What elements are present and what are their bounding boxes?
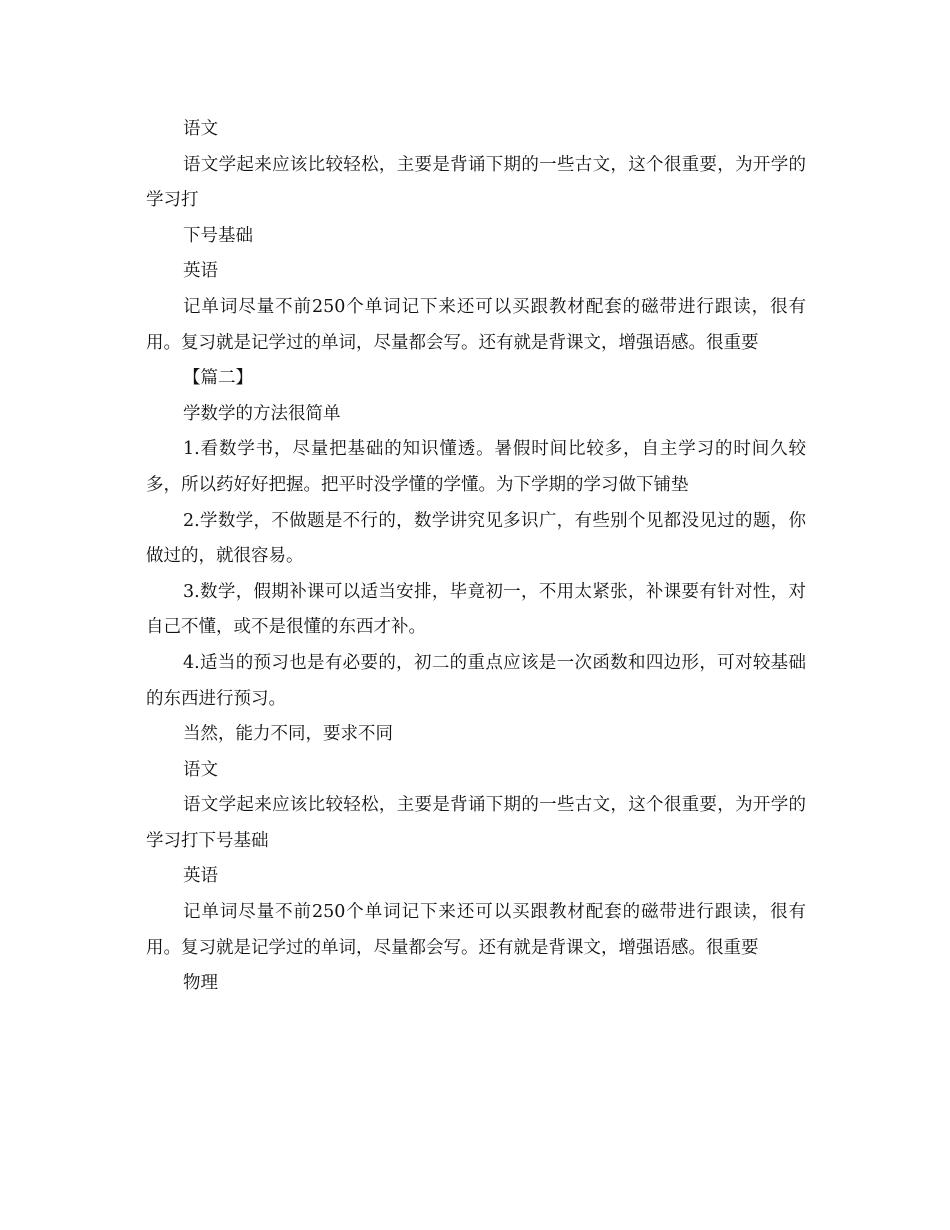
paragraph-english-advice-2: 记单词尽量不前250个单词记下来还可以买跟教材配套的磁带进行跟读，很有用。复习就是记学过的单词，尽量都会写。还有就是背课文，增强语感。很重要 [146, 902, 806, 958]
document-page [146, 112, 806, 1002]
heading-chinese-2: 语文 [183, 759, 218, 780]
list-item-math-3: 3.数学，假期补课可以适当安排，毕竟初一，不用太紧张，补课要有针对性，对自己不懂，或不是很懂的东西才补。 [146, 581, 806, 638]
paragraph-chinese-advice-continued: 下号基础 [183, 225, 253, 246]
list-item-math-2: 2.学数学，不做题是不行的，数学讲究见多识广，有些别个见都没见过的题，你做过的，就很容易。 [146, 510, 806, 567]
list-item-math-4: 4.适当的预习也是有必要的，初二的重点应该是一次函数和四边形，可对较基础的东西进行预习。 [146, 652, 806, 709]
heading-english-2: 英语 [183, 866, 218, 887]
paragraph-chinese-advice-2: 语文学起来应该比较轻松，主要是背诵下期的一些古文，这个很重要，为开学的学习打下号基础 [146, 795, 806, 851]
paragraph-ability-note: 当然，能力不同，要求不同 [183, 724, 393, 745]
heading-math-method: 学数学的方法很简单 [183, 403, 341, 424]
list-item-math-1: 1.看数学书，尽量把基础的知识懂透。暑假时间比较多，自主学习的时间久较多，所以药好好把握。把平时没学懂的学懂。为下学期的学习做下铺垫 [146, 439, 806, 495]
heading-chinese: 语文 [183, 119, 218, 139]
section-heading-part-two: 【篇二】 [183, 368, 253, 389]
heading-english: 英语 [183, 261, 218, 282]
heading-physics: 物理 [183, 973, 218, 994]
paragraph-english-advice: 记单词尽量不前250个单词记下来还可以买跟教材配套的磁带进行跟读，很有用。复习就是记学过的单词，尽量都会写。还有就是背课文，增强语感。很重要 [146, 296, 806, 353]
paragraph-chinese-advice: 语文学起来应该比较轻松，主要是背诵下期的一些古文，这个很重要，为开学的学习打 [146, 154, 806, 211]
